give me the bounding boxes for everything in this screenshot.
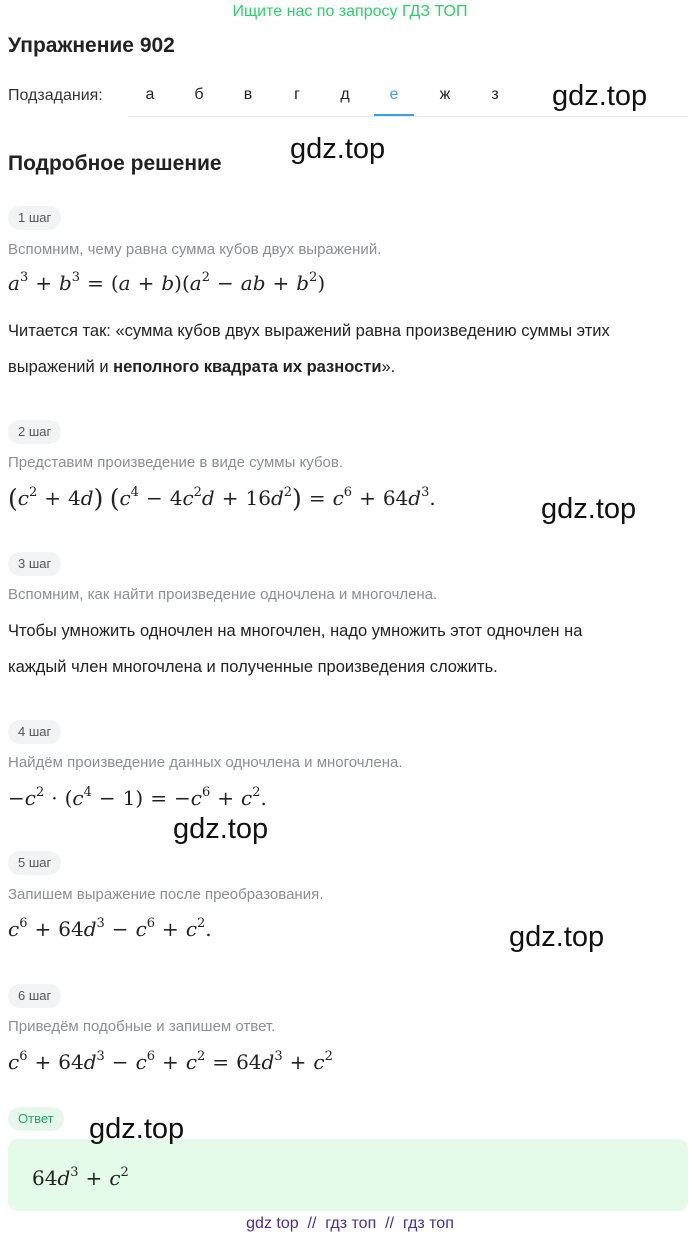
step-1-hint: Вспомним, чему равна сумма кубов двух выражений.	[8, 241, 382, 258]
step-6-badge: 6 шаг	[8, 984, 61, 1008]
page-title: Упражнение 902	[8, 34, 175, 57]
subtask-tab-z[interactable]: з	[491, 86, 499, 103]
answer-box	[8, 1139, 688, 1211]
step-5-badge: 5 шаг	[8, 851, 61, 875]
step-2-badge: 2 шаг	[8, 420, 61, 444]
search-banner: Ищите нас по запросу ГДЗ ТОП	[232, 3, 468, 20]
watermark: gdz.top	[173, 813, 269, 845]
section-title: Подробное решение	[8, 152, 222, 175]
subtask-tab-zh[interactable]: ж	[439, 86, 451, 103]
step-3-text-line-2: каждый член многочлена и полученные произведения сложить.	[8, 658, 498, 676]
step-1-badge: 1 шаг	[8, 206, 61, 230]
step-1-text-end: ».	[381, 358, 396, 376]
step-6-hint: Приведём подобные и запишем ответ.	[8, 1018, 276, 1035]
watermark: gdz.top	[89, 1113, 185, 1145]
watermark: gdz.top	[552, 80, 648, 112]
answer-formula: $64d^3 + c^2$	[32, 1165, 129, 1190]
step-3-badge: 3 шаг	[8, 552, 61, 576]
step-1-text-bold: неполного квадрата их разности	[113, 358, 382, 376]
footer-links[interactable]: gdz top // гдз топ // гдз топ	[246, 1215, 454, 1232]
step-3-text-line-1: Чтобы умножить одночлен на многочлен, надо умножить этот одночлен на	[8, 622, 583, 640]
watermark: gdz.top	[509, 921, 605, 953]
subtask-tab-v[interactable]: в	[243, 86, 253, 103]
watermark: gdz.top	[290, 133, 386, 165]
step-4-badge: 4 шаг	[8, 720, 61, 744]
step-2-hint: Представим произведение в виде суммы кубов.	[8, 454, 344, 471]
step-5-formula: $c^6 + 64d^3 - c^6 + c^2$.	[8, 916, 212, 941]
step-1-formula: $a^3 + b^3 = (a + b)(a^2$ − ab + $b^2$)	[8, 270, 326, 295]
step-1-text-line-2	[8, 349, 395, 385]
subtask-tab-g[interactable]: г	[294, 86, 300, 103]
step-4-formula: $-c^2 \cdot (c^4 - 1) = -c^6 + c^2$.	[8, 785, 267, 810]
step-1-text-plain: выражений и	[8, 358, 114, 376]
subtasks-label: Подзадания:	[8, 87, 103, 104]
subtask-tab-a[interactable]: а	[145, 86, 155, 103]
watermark: gdz.top	[541, 493, 637, 525]
subtask-tab-d[interactable]: д	[340, 86, 350, 103]
subtask-tab-b[interactable]: б	[194, 86, 204, 103]
step-4-hint: Найдём произведение данных одночлена и многочлена.	[8, 754, 403, 771]
subtask-tab-e-active[interactable]: е	[374, 86, 414, 116]
step-1-text-line-1: Читается так: «сумма кубов двух выражений равна произведению суммы этих	[8, 322, 610, 340]
step-2-formula: $(c^2 + 4d) (c^4 - 4c^2d + 16d^2) = c^6 + 64d^3$.	[8, 484, 436, 513]
answer-badge: Ответ	[8, 1107, 64, 1131]
step-6-formula: $c^6 + 64d^3 - c^6 + c^2 = 64d^3 + c^2$	[8, 1049, 333, 1074]
step-5-hint: Запишем выражение после преобразования.	[8, 886, 324, 903]
step-3-hint: Вспомним, как найти произведение одночлена и многочлена.	[8, 586, 438, 603]
